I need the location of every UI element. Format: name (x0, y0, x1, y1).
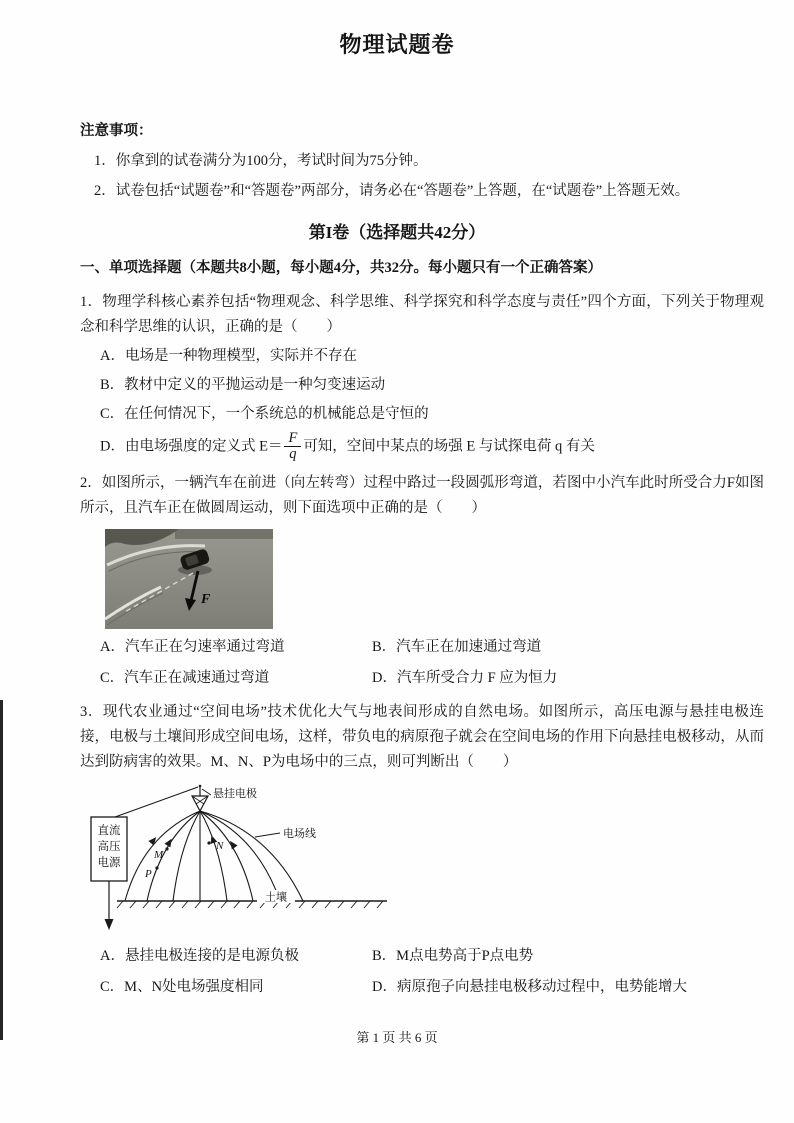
ground-wire (105, 881, 114, 930)
scan-edge-artifact (0, 700, 3, 1040)
q2-option-c: C．汽车正在减速通过弯道 (100, 669, 270, 686)
fraction-denominator: q (289, 445, 297, 462)
point-N-dot (207, 841, 210, 844)
notice-item-2: 2．试卷包括“试题卷”和“答题卷”两部分，请务必在“答题卷”上答题，在“试题卷”上答题无效。 (94, 182, 690, 199)
field-lines (125, 811, 303, 904)
q3-option-a: A．悬挂电极连接的是电源负极 (100, 947, 299, 964)
point-P-dot (155, 866, 158, 869)
electrode-label: 悬挂电极 (213, 787, 257, 800)
q1-option-d (100, 431, 764, 462)
power-label-line-1: 直流 (97, 824, 121, 837)
q3-options-row-1 (80, 944, 764, 969)
point-N-label: N (216, 839, 224, 852)
question-3-figure (85, 783, 764, 938)
point-M-dot (165, 847, 168, 850)
q2-option-d: D．汽车所受合力 F 应为恒力 (372, 669, 558, 686)
force-label: F (201, 591, 211, 607)
q1-option-a: A．电场是一种物理模型，实际并不存在 (100, 347, 357, 364)
q1-option-c: C．在任何情况下，一个系统总的机械能总是守恒的 (100, 405, 429, 422)
notice-item-1: 1．你拿到的试卷满分为100分，考试时间为75分钟。 (94, 152, 428, 169)
point-P-label: P (145, 867, 152, 880)
q3-option-b: B．M点电势高于P点电势 (372, 947, 534, 964)
q3-option-d: D．病原孢子向悬挂电极移动过程中，电势能增大 (372, 978, 687, 995)
q1-option-b: B．教材中定义的平抛运动是一种匀变速运动 (100, 376, 386, 393)
q2-option-a: A．汽车正在匀速率通过弯道 (100, 638, 285, 655)
part1-heading: 第I卷（选择题共42分） (308, 222, 486, 242)
field-points (144, 840, 224, 880)
question-2-figure (105, 529, 764, 629)
soil-label: 土壤 (265, 891, 287, 904)
q2-options-row-2 (80, 666, 764, 691)
point-M-label: M (154, 848, 164, 861)
q2-option-b: B．汽车正在加速通过弯道 (372, 638, 542, 655)
field-line-label-pointer (255, 833, 280, 837)
fraction-F-over-q (284, 431, 301, 462)
question-3-stem: 3．现代农业通过“空间电场”技术优化大气与地表间形成的自然电场。如图所示，高压电源与悬挂电极连接，电极与土壤间形成空间电场，这样，带负电的病原孢子就会在空间电场的作用下向悬挂电极移动，从而达到防病害的效果。M、N、P为电场中的三点，则可判断出（ ） (80, 703, 764, 770)
question-2-stem: 2．如图所示，一辆汽车在前进（向左转弯）过程中路过一段圆弧形弯道，若图中小汽车此时所受合力F如图所示，且汽车正在做圆周运动，则下面选项中正确的是（ ） (80, 475, 764, 517)
question-1-options (80, 344, 764, 462)
supply-wire (115, 787, 198, 817)
power-label-line-3: 电源 (97, 856, 121, 869)
photo-top-shade (175, 529, 273, 539)
car-curve-photo (105, 529, 273, 629)
section1-heading: 一、单项选择题（本题共8小题，每小题4分，共32分。每小题只有一个正确答案） (80, 260, 602, 277)
page-title: 物理试题卷 (339, 32, 455, 57)
content (0, 119, 794, 1000)
notice-heading: 注意事项： (80, 123, 153, 139)
space-electric-field-diagram (85, 783, 395, 938)
q1-option-d-post: 可知，空间中某点的场强 E 与试探电荷 q 有关 (303, 437, 595, 454)
q2-options-row-1 (80, 635, 764, 660)
q1-option-d-pre: D．由电场强度的定义式 E＝ (100, 437, 283, 454)
electrode-label-pointer (202, 789, 211, 795)
question-1-stem: 1．物理学科核心素养包括“物理观念、科学思维、科学探究和科学态度与责任”四个方面，下列关于物理观念和科学思维的认识，正确的是（ ） (80, 293, 764, 335)
field-line-label: 电场线 (283, 827, 316, 840)
page-footer: 第 1 页 共 6 页 (356, 1030, 438, 1045)
dc-power-supply (91, 817, 127, 881)
q3-option-c: C．M、N处电场强度相同 (100, 978, 264, 995)
fraction-numerator: F (284, 431, 301, 447)
q3-options-row-2 (80, 975, 764, 1000)
power-label-line-2: 高压 (97, 840, 121, 853)
